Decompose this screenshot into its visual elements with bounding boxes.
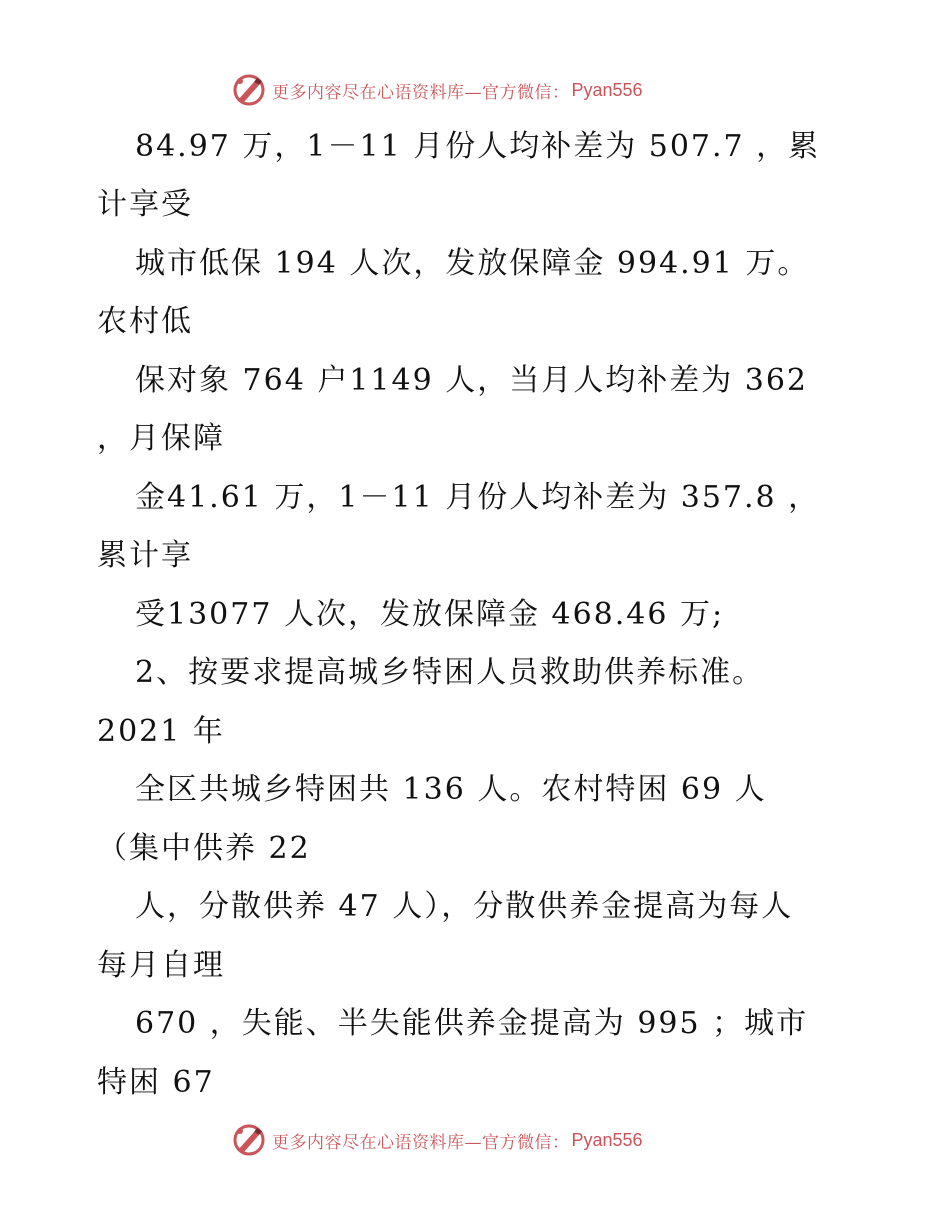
body-line: ，月保障 [97, 421, 225, 456]
body-line: 城市低保 194 人次，发放保障金 994.91 万。 [135, 246, 810, 281]
body-line: 累计享 [97, 538, 193, 573]
body-line: 农村低 [97, 304, 193, 339]
wechat-id: Pyan556 [571, 79, 643, 100]
body-line: 2021 年 [97, 714, 225, 749]
body-line: 保对象 764 户1149 人，当月人均补差为 362 [135, 363, 809, 398]
banner-text: 更多内容尽在心语资料库—官方微信： [272, 1132, 570, 1153]
header-banner [232, 70, 712, 110]
body-line: 670 ，失能、半失能供养金提高为 995 ；城市 [135, 1006, 809, 1041]
body-line: 金41.61 万，1－11 月份人均补差为 357.8 ， [135, 480, 821, 515]
body-line: 特困 67 [97, 1065, 215, 1100]
wechat-id: Pyan556 [571, 1129, 643, 1150]
body-line: 84.97 万，1－11 月份人均补差为 507.7 ，累 [135, 129, 821, 164]
body-line: 每月自理 [97, 948, 225, 983]
banner-text: 更多内容尽在心语资料库—官方微信： [272, 82, 570, 103]
body-line: 人，分散供养 47 人），分散供养金提高为每人 [135, 889, 794, 924]
pen-circle-logo-icon [232, 73, 266, 107]
body-line: 2、按要求提高城乡特困人员救助供养标准。 [135, 655, 765, 690]
body-line: 计享受 [97, 187, 193, 222]
footer-banner [232, 1120, 712, 1160]
body-line: 受13077 人次，发放保障金 468.46 万; [135, 597, 725, 632]
pen-circle-logo-icon [232, 1123, 266, 1157]
body-line: 全区共城乡特困共 136 人。农村特困 69 人 [135, 772, 767, 807]
body-line: （集中供养 22 [97, 831, 311, 866]
